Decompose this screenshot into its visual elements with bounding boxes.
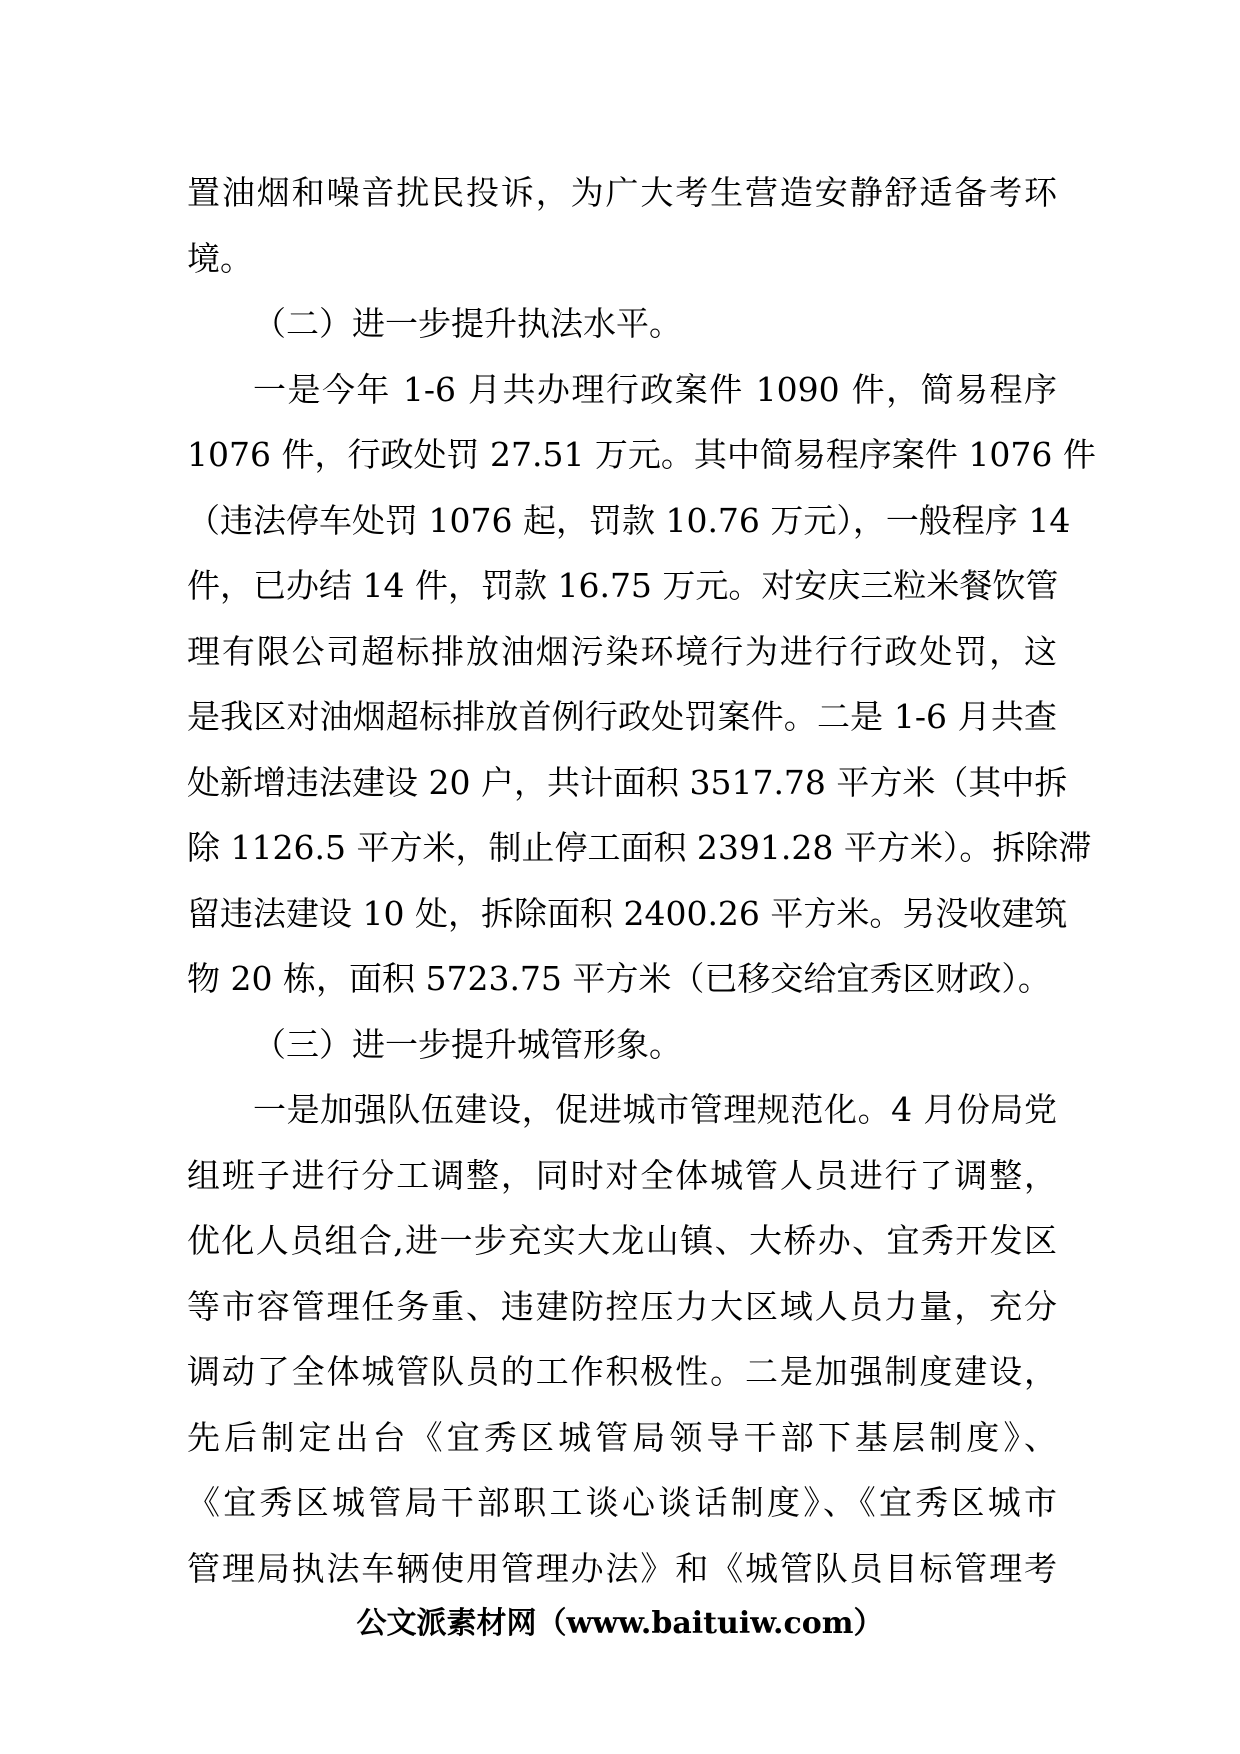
paragraph-line: （违法停车处罚 1076 起，罚款 10.76 万元），一般程序 14 — [187, 500, 1071, 540]
paragraph-line: 处新增违法建设 20 户，共计面积 3517.78 平方米（其中拆 — [187, 762, 1068, 802]
paragraph-line: 《宜秀区城管局干部职工谈心谈话制度》、《宜秀区城市 — [187, 1483, 1057, 1522]
paragraph-line: 优化人员组合,进一步充实大龙山镇、大桥办、宜秀开发区 — [187, 1221, 1057, 1260]
paragraph-line: 理有限公司超标排放油烟污染环境行为进行行政处罚，这 — [187, 631, 1057, 671]
paragraph-line: 一是今年 1-6 月共办理行政案件 1090 件，简易程序 — [253, 369, 1057, 409]
paragraph-line: 管理局执法车辆使用管理办法》和《城管队员目标管理考 — [187, 1548, 1057, 1588]
paragraph-line: 先后制定出台《宜秀区城管局领导干部下基层制度》、 — [187, 1417, 1057, 1457]
paragraph-line: 1076 件，行政处罚 27.51 万元。其中简易程序案件 1076 件 — [187, 435, 1096, 474]
paragraph-line: 调动了全体城管队员的工作积极性。二是加强制度建设， — [187, 1352, 1057, 1391]
paragraph-line: 是我区对油烟超标排放首例行政处罚案件。二是 1-6 月共查 — [187, 697, 1057, 736]
document-body — [187, 160, 1096, 1601]
paragraph-line: 等市容管理任务重、违建防控压力大区域人员力量，充分 — [187, 1286, 1057, 1326]
footer-watermark: 公文派素材网（www.baituiw.com） — [356, 1606, 884, 1641]
paragraph-line: （二）进一步提升执法水平。 — [253, 304, 682, 343]
paragraph-line: 物 20 栋，面积 5723.75 平方米（已移交给宜秀区财政）。 — [187, 959, 1051, 998]
paragraph-line: 一是加强队伍建设，促进城市管理规范化。4 月份局党 — [253, 1090, 1057, 1129]
paragraph-line: 组班子进行分工调整，同时对全体城管人员进行了调整， — [187, 1155, 1057, 1195]
paragraph-line: 境。 — [187, 238, 253, 278]
paragraph-line: 件，已办结 14 件，罚款 16.75 万元。对安庆三粒米餐饮管 — [187, 566, 1059, 605]
paragraph-line: 留违法建设 10 处，拆除面积 2400.26 平方米。另没收建筑 — [187, 893, 1068, 933]
paragraph-line: 除 1126.5 平方米，制止停工面积 2391.28 平方米）。拆除滞 — [187, 828, 1092, 867]
paragraph-line: 置油烟和噪音扰民投诉，为广大考生营造安静舒适备考环 — [187, 173, 1057, 212]
paragraph-line: （三）进一步提升城管形象。 — [253, 1024, 682, 1064]
